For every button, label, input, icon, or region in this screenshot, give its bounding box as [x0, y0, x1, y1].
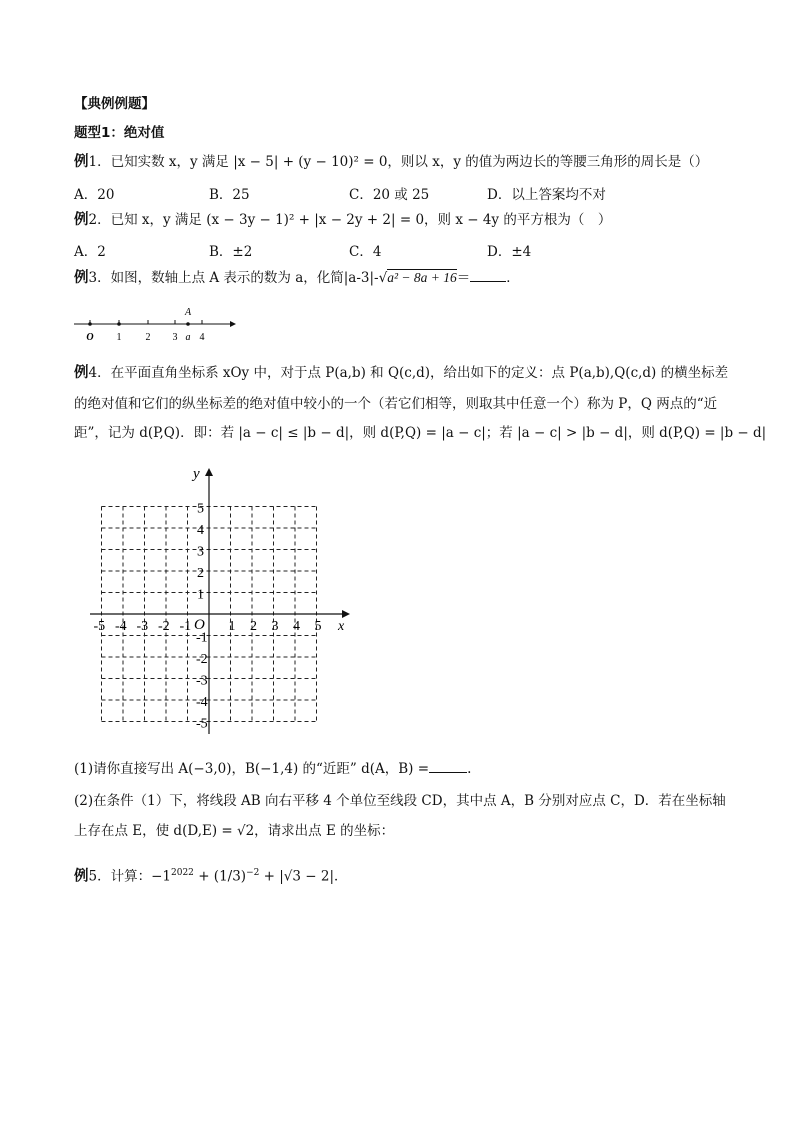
example-2: [74, 211, 611, 229]
x-axis-label: x: [338, 619, 345, 634]
example-5-text-a: 5．计算：−1: [88, 868, 171, 885]
point-a-label: A: [184, 307, 192, 318]
x-tick-label: -1: [179, 619, 192, 634]
x-tick-label: 3: [271, 619, 279, 634]
example-3: 例3．如图，数轴上点 A 表示的数为 a，化简|a-3|-√a² − 8a + 16＝ ．: [74, 270, 520, 286]
point-a-dot: [186, 322, 190, 326]
example-5-text-c: + |√3 − 2|．: [259, 868, 348, 885]
y-tick-label: 2: [197, 566, 204, 581]
nl-label-a: a: [185, 332, 191, 343]
question-1-text: (1)请你直接写出 A(−3,0)，B(−1,4) 的“近距” d(A，B) =: [74, 761, 430, 777]
example-1-text: 1．已知实数 x，y 满足 |x − 5| + (y − 10)² = 0，则以 x，y 的值为两边长的等腰三角形的周长是（）: [88, 154, 709, 170]
y-tick-label: -2: [196, 652, 208, 667]
example-4-line-2: 的绝对值和它们的纵坐标差的绝对值中较小的一个（若它们相等，则取其中任意一个）称为 P，Q 两点的“近: [74, 396, 718, 412]
example-1: [74, 153, 708, 171]
number-line: [70, 302, 240, 344]
example-3-radicand: a² − 8a + 16: [387, 270, 457, 285]
section-header: 【典例例题】: [74, 96, 155, 112]
example-2-option-a: A．2: [74, 244, 106, 260]
question-2-line-1: (2)在条件（1）下，将线段 AB 向右平移 4 个单位至线段 CD，其中点 A，B 分别对应点 C，D．若在坐标轴: [74, 793, 726, 809]
question-1-end: .: [467, 761, 472, 777]
nl-label-3: 3: [172, 332, 178, 343]
y-tick-label: 4: [197, 523, 204, 538]
origin-dot: [88, 322, 92, 326]
answer-blank: [470, 269, 506, 282]
example-2-option-b: B．±2: [209, 244, 253, 260]
y-tick-label: 3: [197, 544, 204, 560]
example-4-label: 例: [74, 365, 89, 381]
x-tick-label: 4: [293, 619, 300, 634]
x-tick-label: -3: [136, 619, 149, 634]
x-tick-label: 2: [250, 619, 257, 634]
y-tick-label: 1: [197, 587, 204, 603]
y-tick-label: -5: [196, 716, 208, 732]
x-tick-label: -5: [93, 619, 106, 634]
example-4-line-3: 距”，记为 d(P,Q)．即：若 |a − c| ≤ |b − d|，则 d(P,Q) = |a − c|；若 |a − c| > |b − d|，则 d(P,Q) = |b − d|: [74, 425, 767, 441]
example-1-option-c: C．20 或 25: [349, 187, 430, 203]
question-1-blank: [429, 760, 467, 773]
example-1-option-a: A．20: [74, 187, 115, 203]
example-3-text: 3．如图，数轴上点 A 表示的数为 a，化简|a-3|-: [88, 270, 379, 286]
x-tick-label: 1: [228, 619, 236, 634]
example-1-option-d: D．以上答案均不对: [487, 187, 606, 203]
nl-label-o: O: [86, 332, 94, 343]
example-3-equals: ＝: [456, 270, 471, 286]
y-tick-label: -1: [196, 630, 208, 646]
y-tick-label: 5: [197, 501, 204, 517]
example-1-label: 例: [74, 154, 89, 170]
example-5-text-b: + (1/3): [193, 868, 247, 885]
y-tick-label: -4: [196, 695, 208, 710]
example-5: [74, 862, 348, 888]
y-axis-label: y: [193, 466, 200, 482]
x-tick-label: -4: [115, 619, 127, 634]
example-2-option-c: C．4: [349, 244, 382, 260]
example-3-label: 例: [74, 270, 89, 286]
example-2-option-d: D．±4: [487, 244, 532, 260]
x-tick-label: -2: [158, 619, 170, 634]
x-tick-label: 5: [314, 619, 322, 634]
example-5-label: 例: [74, 868, 89, 885]
nl-label-1: 1: [116, 332, 122, 343]
example-4-line-1: [74, 364, 728, 382]
nl-label-4: 4: [199, 332, 205, 343]
example-4-text-1: 4．在平面直角坐标系 xOy 中，对于点 P(a,b) 和 Q(c,d)，给出如下的定义：点 P(a,b),Q(c,d) 的横坐标差: [88, 365, 729, 381]
y-tick-label: -3: [196, 673, 208, 689]
topic-title: 题型1：绝对值: [74, 125, 165, 141]
example-5-exp-1: 2022: [171, 868, 194, 878]
origin-label: O: [194, 617, 205, 633]
question-1: [74, 760, 471, 778]
nl-label-2: 2: [145, 332, 151, 343]
question-2-line-2: 上存在点 E，使 d(D,E) = √2，请求出点 E 的坐标：: [74, 823, 395, 839]
coordinate-grid: [80, 462, 360, 742]
example-1-option-b: B．25: [209, 187, 250, 203]
example-2-text: 2．已知 x，y 满足 (x − 3y − 1)² + |x − 2y + 2| = 0，则 x − 4y 的平方根为（ ）: [88, 212, 612, 228]
example-2-label: 例: [74, 212, 89, 228]
example-3-end: ．: [506, 270, 520, 286]
example-5-exp-2: −2: [246, 868, 260, 878]
